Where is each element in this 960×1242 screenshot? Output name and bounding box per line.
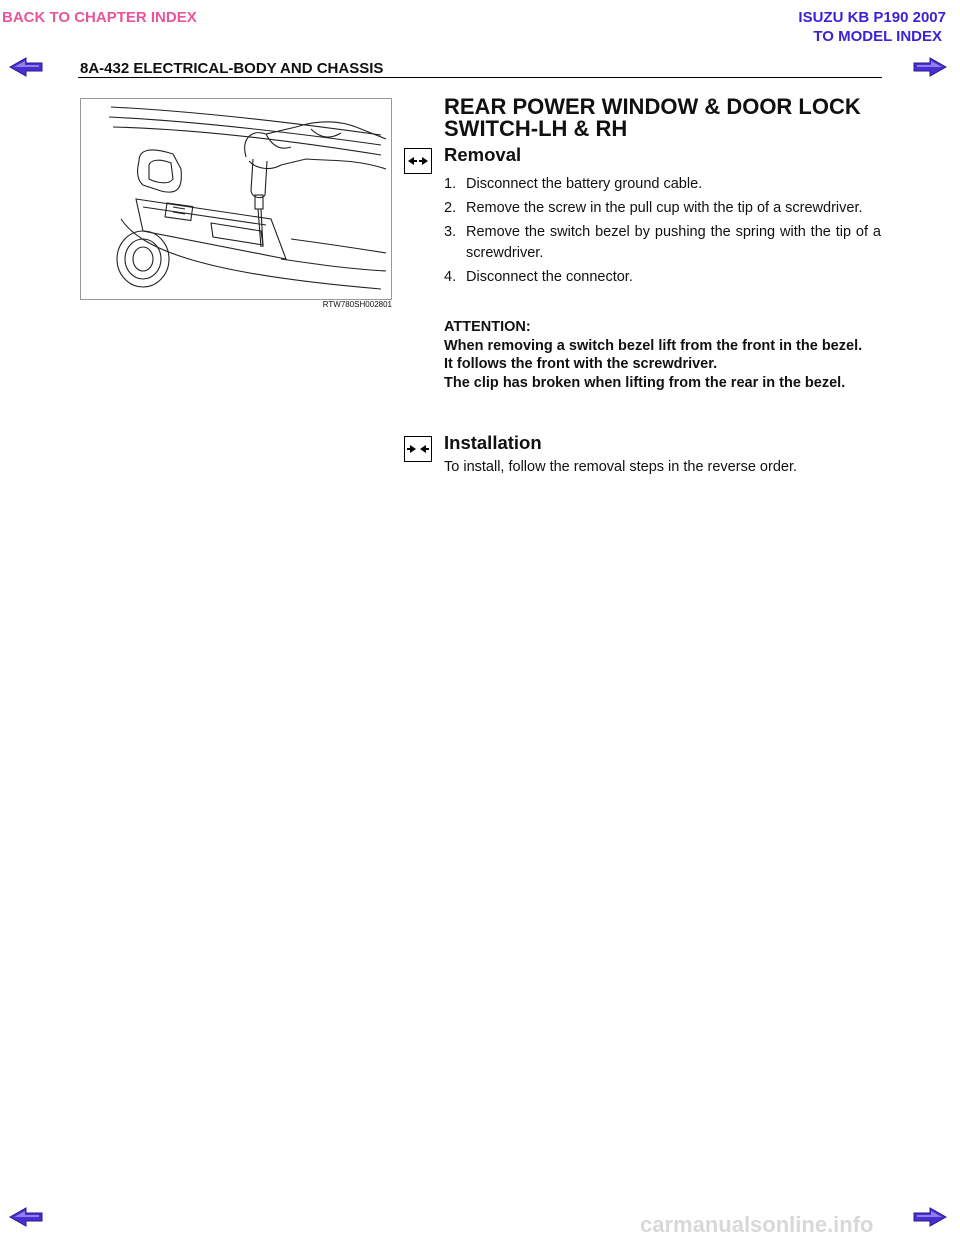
removal-step: 3. Remove the switch bezel by pushing the spring with the tip of a screwdriver. [444,224,881,261]
removal-steps [444,174,881,291]
to-model-index-link[interactable]: TO MODEL INDEX [813,28,942,45]
watermark: carmanualsonline.info [640,1212,874,1237]
back-to-chapter-index-link[interactable]: BACK TO CHAPTER INDEX [2,9,197,26]
removal-step: 2. Remove the screw in the pull cup with the tip of a screwdriver. [444,200,863,216]
removal-step: 1. Disconnect the battery ground cable. [444,176,703,192]
installation-heading: Installation [444,432,542,453]
removal-heading: Removal [444,144,522,165]
attention-note [444,318,894,392]
next-page-arrow-icon[interactable] [912,1206,948,1228]
door-switch-illustration [80,98,392,300]
previous-page-arrow-icon[interactable] [8,1206,44,1228]
section-title [444,96,884,140]
previous-page-arrow-icon[interactable] [8,56,44,78]
model-title-link[interactable]: ISUZU KB P190 2007 [798,9,946,26]
attention-line: It follows the front with the screwdriver. [444,356,718,372]
installation-text: To install, follow the removal steps in the reverse order. [444,459,797,475]
attention-line: The clip has broken when lifting from the rear in the bezel. [444,374,846,391]
page-header-title: 8A-432 ELECTRICAL-BODY AND CHASSIS [80,60,384,77]
attention-label: ATTENTION: [444,319,531,335]
installation-arrows-icon [404,436,432,462]
removal-step: 4. Disconnect the connector. [444,269,633,285]
header-rule [78,77,882,78]
attention-line: When removing a switch bezel lift from the front in the bezel. [444,337,863,354]
figure-caption: RTW780SH002801 [322,300,392,309]
section-title-line1: REAR POWER WINDOW & DOOR LOCK [444,94,861,119]
section-title-line2: SWITCH-LH & RH [444,116,628,141]
removal-arrows-icon [404,148,432,174]
next-page-arrow-icon[interactable] [912,56,948,78]
